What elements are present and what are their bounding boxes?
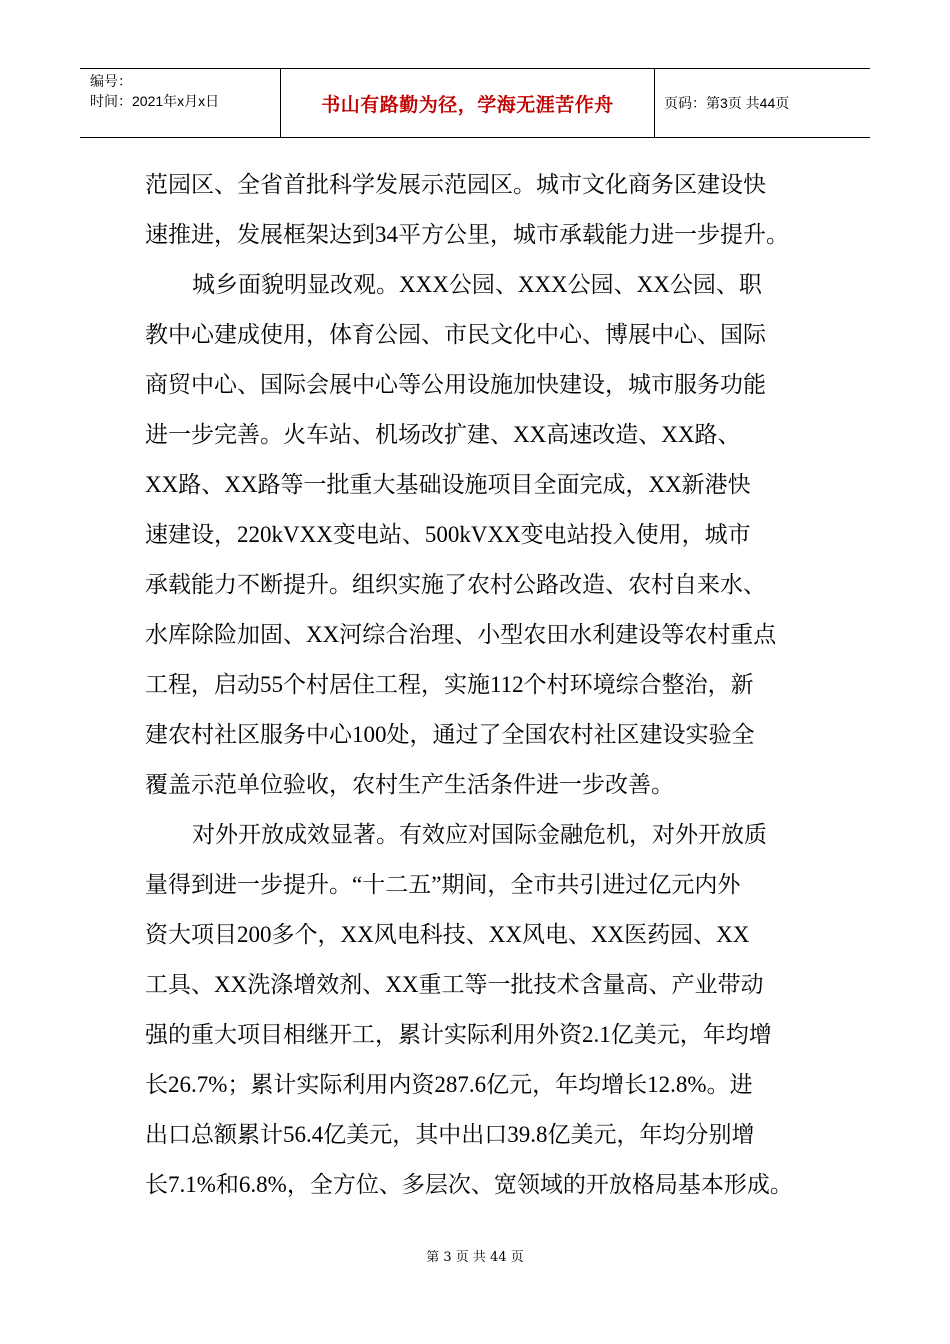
text-line: 长7.1%和6.8%，全方位、多层次、宽领域的开放格局基本形成。: [145, 1172, 793, 1197]
document-number-label: 编号：: [90, 73, 132, 89]
text-line: 水库除险加固、XX河综合治理、小型农田水利建设等农村重点: [145, 622, 777, 647]
text-line: 速建设，220kVXX变电站、500kVXX变电站投入使用，城市: [145, 522, 751, 547]
text-line: 量得到进一步提升。“十二五”期间，全市共引进过亿元内外: [145, 872, 741, 897]
text-line: 工具、XX洗涤增效剂、XX重工等一批技术含量高、产业带动: [145, 972, 764, 997]
text-line: 出口总额累计56.4亿美元，其中出口39.8亿美元，年均分别增: [145, 1122, 755, 1147]
paragraph-start-line: 城乡面貌明显改观。XXX公园、XXX公园、XX公园、职: [192, 272, 762, 297]
text-line: 覆盖示范单位验收，农村生产生活条件进一步改善。: [145, 772, 674, 797]
header-motto: 书山有路勤为径，学海无涯苦作舟: [321, 93, 614, 116]
text-line: 工程，启动55个村居住工程，实施112个村环境综合整治，新: [145, 672, 754, 697]
document-time-label: 时间：2021年x月x日: [90, 93, 220, 109]
text-line: 教中心建成使用，体育公园、市民文化中心、博展中心、国际: [145, 322, 766, 347]
header-page-cell: [655, 69, 870, 137]
text-line: 强的重大项目相继开工，累计实际利用外资2.1亿美元，年均增: [145, 1022, 772, 1047]
footer-page-number: 第 3 页 共 44 页: [426, 1250, 524, 1265]
text-line: 商贸中心、国际会展中心等公用设施加快建设，城市服务功能: [145, 372, 766, 397]
header-page-info: 页码：第3页 共44页: [664, 95, 790, 111]
text-line: 长26.7%；累计实际利用内资287.6亿元，年均增长12.8%。进: [145, 1072, 753, 1097]
text-line: 速推进，发展框架达到34平方公里，城市承载能力进一步提升。: [145, 222, 789, 247]
header-meta-cell: [80, 69, 281, 137]
text-line: 资大项目200多个，XX风电科技、XX风电、XX医药园、XX: [145, 922, 750, 947]
text-line: 承载能力不断提升。组织实施了农村公路改造、农村自来水、: [145, 572, 766, 597]
text-line: 范园区、全省首批科学发展示范园区。城市文化商务区建设快: [145, 172, 766, 197]
text-line: XX路、XX路等一批重大基础设施项目全面完成，XX新港快: [145, 472, 751, 497]
text-line: 进一步完善。火车站、机场改扩建、XX高速改造、XX路、: [145, 422, 741, 447]
paragraph-start-line: 对外开放成效显著。有效应对国际金融危机，对外开放质: [192, 822, 767, 847]
text-line: 建农村社区服务中心100处，通过了全国农村社区建设实验全: [145, 722, 755, 747]
page-header: [80, 68, 870, 138]
body-text: [145, 160, 845, 1210]
header-motto-cell: [281, 69, 655, 137]
page-footer: [0, 1246, 950, 1265]
